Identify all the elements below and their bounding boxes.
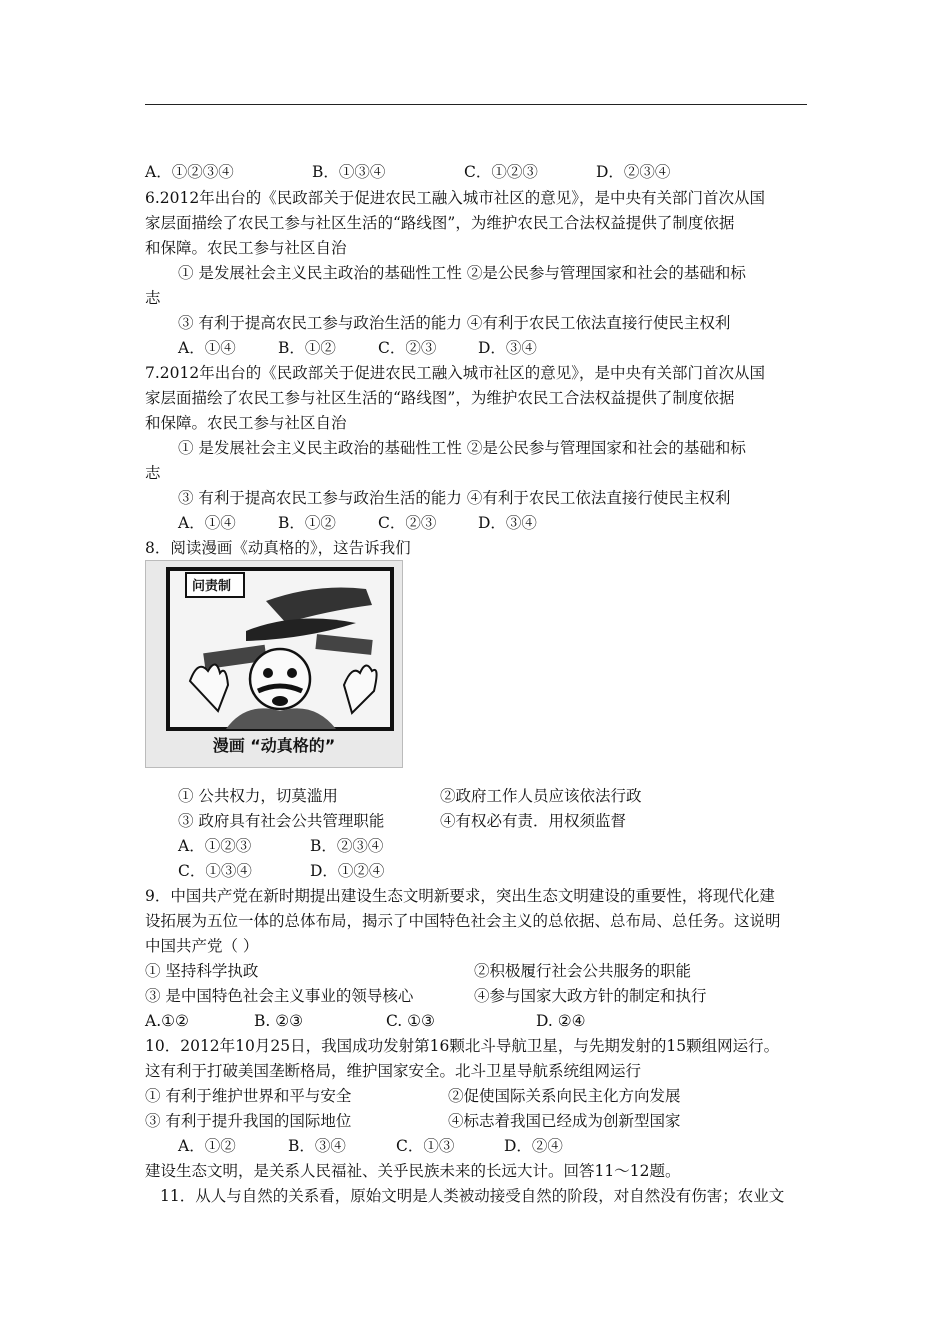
q7-item-line-2: ③ 有利于提高农民工参与政治生活的能力 ④有利于农民工依法直接行使民主权利: [178, 489, 731, 507]
q8-option-a: A．①②③: [178, 837, 252, 855]
q6-option-c: C．②③: [378, 339, 437, 357]
q7-option-a: A．①④: [178, 514, 236, 532]
q9-stem-line-1: 9．中国共产党在新时期提出建设生态文明新要求，突出生态文明建设的重要性，将现代化建: [145, 887, 775, 905]
q8-item-2: ②政府工作人员应该依法行政: [440, 787, 642, 805]
q6-item-line-1: ① 是发展社会主义民主政治的基础性工性 ②是公民参与管理国家和社会的基础和标: [178, 264, 746, 282]
q10-option-d: D．②④: [504, 1137, 563, 1155]
q10-stem-line-1: 10．2012年10月25日，我国成功发射第16颗北斗导航卫星，与先期发射的15颗组网运行。: [145, 1037, 780, 1055]
q6-option-b: B．①②: [278, 339, 336, 357]
q6-option-d: D．③④: [478, 339, 537, 357]
section-intro: 建设生态文明，是关系人民福祉、关乎民族未来的长远大计。回答11～12题。: [145, 1162, 681, 1180]
cartoon-tag: 问责制: [192, 579, 232, 594]
header-rule: [145, 104, 807, 105]
q9-item-4: ④参与国家大政方针的制定和执行: [474, 987, 707, 1005]
q10-item-2: ②促使国际关系向民主化方向发展: [448, 1087, 681, 1105]
q8-option-d: D．①②④: [310, 862, 385, 880]
q5-option-a: A．①②③④: [145, 163, 234, 181]
q6-stem-line-2: 家层面描绘了农民工参与社区生活的“路线图”，为维护农民工合法权益提供了制度依据: [145, 214, 735, 232]
q5-option-d: D．②③④: [596, 163, 671, 181]
q9-item-3: ③ 是中国特色社会主义事业的领导核心: [145, 987, 414, 1005]
q5-option-b: B．①③④: [312, 163, 386, 181]
q8-stem: 8．阅读漫画《动真格的》，这告诉我们: [145, 539, 411, 557]
q10-option-b: B．③④: [288, 1137, 346, 1155]
q7-option-c: C．②③: [378, 514, 437, 532]
q6-item-line-1-wrap: 志: [145, 289, 161, 307]
q9-stem-line-3: 中国共产党（ ）: [145, 937, 259, 955]
q9-stem-line-2: 设拓展为五位一体的总体布局，揭示了中国特色社会主义的总依据、总布局、总任务。这说明: [145, 912, 781, 930]
q11-stem-line-1: 11．从人与自然的关系看，原始文明是人类被动接受自然的阶段，对自然没有伤害；农业文: [160, 1187, 785, 1205]
q10-item-4: ④标志着我国已经成为创新型国家: [448, 1112, 681, 1130]
q9-item-2: ②积极履行社会公共服务的职能: [474, 962, 692, 980]
q6-item-line-2: ③ 有利于提高农民工参与政治生活的能力 ④有利于农民工依法直接行使民主权利: [178, 314, 731, 332]
q9-option-c: C. ①③: [386, 1012, 435, 1030]
q5-option-c: C．①②③: [464, 163, 538, 181]
q9-option-b: B. ②③: [254, 1012, 304, 1030]
q8-option-b: B．②③④: [310, 837, 384, 855]
q8-item-3: ③ 政府具有社会公共管理职能: [178, 812, 385, 830]
q10-option-a: A．①②: [178, 1137, 236, 1155]
q8-option-c: C．①③④: [178, 862, 252, 880]
q9-item-1: ① 坚持科学执政: [145, 962, 259, 980]
q10-stem-line-2: 这有利于打破美国垄断格局，维护国家安全。北斗卫星导航系统组网运行: [145, 1062, 642, 1080]
q8-item-4: ④有权必有责．用权须监督: [440, 812, 627, 830]
q9-option-a: A.①②: [145, 1012, 189, 1030]
q10-item-1: ① 有利于维护世界和平与安全: [145, 1087, 352, 1105]
cartoon-caption: 漫画 “动真格的”: [212, 736, 336, 755]
q7-stem-line-2: 家层面描绘了农民工参与社区生活的“路线图”，为维护农民工合法权益提供了制度依据: [145, 389, 735, 407]
q7-stem-line-3: 和保障。农民工参与社区自治: [145, 414, 347, 432]
cartoon-image: [145, 560, 403, 768]
q7-item-line-1: ① 是发展社会主义民主政治的基础性工性 ②是公民参与管理国家和社会的基础和标: [178, 439, 746, 457]
q6-option-a: A．①④: [178, 339, 236, 357]
q7-stem-line-1: 7.2012年出台的《民政部关于促进农民工融入城市社区的意见》，是中央有关部门首次从国: [145, 364, 765, 382]
q10-item-3: ③ 有利于提升我国的国际地位: [145, 1112, 352, 1130]
q8-item-1: ① 公共权力，切莫滥用: [178, 787, 338, 805]
q7-option-d: D．③④: [478, 514, 537, 532]
q6-stem-line-1: 6.2012年出台的《民政部关于促进农民工融入城市社区的意见》，是中央有关部门首次从国: [145, 189, 765, 207]
q9-option-d: D. ②④: [536, 1012, 586, 1030]
q7-option-b: B．①②: [278, 514, 336, 532]
q10-option-c: C．①③: [396, 1137, 455, 1155]
q7-item-line-1-wrap: 志: [145, 464, 161, 482]
q6-stem-line-3: 和保障。农民工参与社区自治: [145, 239, 347, 257]
